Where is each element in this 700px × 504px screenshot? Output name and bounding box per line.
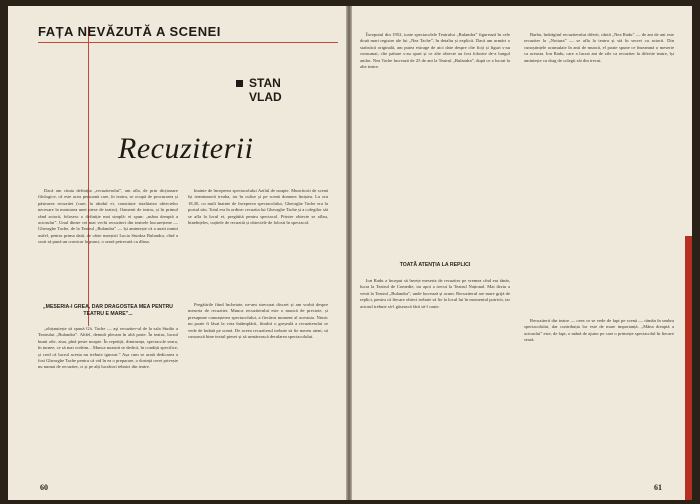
paragraph: Dacă am cituta definiția „recuziterului”, am afla, de prin dicționare filologice, că este acea persoană care, în teatru, se ocupă de procurarea și păstrarea recuzitei (care, la rândul ei, constituie totalitatea obiectelor necesare la montarea unei piese de teatru). Oamenii de teatru, și în primul rând actorii, folosesc o definiție mai simplă: ei spun: „mâna dreaptă a actorului”. Unul dintre cei mai vechi recuziteri din teatrele bucureștene — Gheorghe Tache, de la Teatrul „Bulandra” — își amintește că a auzit numit astfel, pentru prima dată, de către maeștrii Lucia Sturdza Bulandra, cînd a sosit să pună un cronicar la punct, o seară petrecută cu dînsa. [38,188,178,245]
red-edge-strip [685,236,692,500]
right-col-2-bottom [524,318,674,346]
page-number-left: 60 [40,483,48,492]
paragraph: Pregătirile fiind încheiate, ne-am strecurat discret și am vorbit despre meseria de recuziter. Munca recuziterului este o muncă de precizie, și presupune cunoașterea spectacolului, a fiecărui moment al acestuia. Nimic nu poate fi lăsat la voia întâmplării, fiindcă o greșeală a recuziterului se vede de îndată pe scenă. De aceea recuziterul trebuie să fie mereu atent, să cunoască bine textul piesei și să urmărească derularea spectacolului. [188,302,328,340]
right-col-2-top [524,32,674,66]
right-col-1-bottom [360,278,510,312]
paragraph: Barbu, îndrăgitul recuziterului diferit, cântă „Nea Radu” — de ani de ani este recuziter la „Nottara” — se afla la teatru și stă în secret cu actorii. Din cunoștințele acumulate în anii de muncă, el poate spune ce înseamnă o meserie ca aceasta. Ion Radu, care a lucrat ani de zile ca recuziter la diferite teatre, își amintește cu drag de colegii săi din trecut. [524,32,674,63]
subheading-meseria: „MESERIA-I GREA, DAR DRAGOSTEA MEA PENTRU TEATRU E MARE”... [43,304,173,317]
left-col-2-bottom [188,302,328,342]
author-last-name: VLAD [249,90,282,104]
right-col-1-top [360,32,510,72]
right-page [352,6,692,500]
paragraph: Ion Radu a început să învețe meseria de recuziter pe vremea cînd era tânăr, lucra la Teatrul de Comedie, iar apoi a trecut la Teatrul Național. Mai tîrziu a venit la Teatrul „Bulandra”, unde lucrează și acum. Recuziterul are mare grijă de replici, pentru că fiecare obiect trebuie să fie la locul lui în momentul potrivit, iar actorul trebuie să-l găsească fără să-l caute. [360,278,510,309]
paragraph: Începutul din 1952, toate spectacolele Teatrului „Bulandra” figurează în cele două mari registre ale lui „Nea Tache”, în detaliu și explicit. Dacă am urmări o statistică originală, am putea extrage de aici date despre cîte ficți și figuri s-au consumat, cîte pahare s-au spart și ce alte obiecte au fost folosite de-a lungul anilor. Nea Tache lucrează de 25 de ani la Teatrul „Bulandra”, după ce a lucrat la alte teatre. [360,32,510,70]
subheading-atentia: TOATĂ ATENȚIA LA REPLICI [399,262,471,268]
author-byline [236,76,282,104]
left-page [8,6,346,500]
author-first-name: STAN [249,76,281,90]
paragraph: Recuziterii din teatre — ceea ce se vede de fapt pe scenă — rămân în umbra spectacolului, dar contribuția lor este de mare importanță. „Mâna dreaptă a actorului” este, de fapt, o mână de ajutor pe care o primește spectacolul în fiecare seară. [524,318,674,343]
square-bullet-icon [236,80,243,87]
paragraph: „obișnuiește să spună Gh. Tache — aşi recuziter-ul de la sala Studio a Teatrului „Bulandra”. Altfel, demult plecam în altă parte. În teatru, lucrul bunii zile, ziua, pînă peste noapte. În repetiții, dimineața, spectacole seara, în turnee, ce să mai vorbim... Munca noastră se dedică, în condiții specifice, și cred că lucrul acesta nu trebuie ignorat.” Așa cum se arată dedicarea a fost Gheorghe Tache pentru că vid în ea o preparare, o dorință cerei privește nu numai de recuziter, ci și pe alți lucrători tehnici din teatre. [38,326,178,370]
section-title: FAȚA NEVĂZUTĂ A SCENEI [38,24,221,39]
left-col-1-bottom [38,326,178,373]
page-number-right: 61 [654,483,662,492]
title-rule [38,42,338,43]
decorative-red-line [8,26,89,326]
paragraph: înainte de începerea spectacolului Azilul de noapte. Muncitorii de scenă își terminaseră treaba, iar în culise și pe scenă domnea liniștea. La ora 18,30, cu mult înainte de începerea spectacolului, Gheorghe Tache era la postul său. Totul era în ordine: recuzita lui Gheorghe Tache și a colegilor săi se afla la locul ei, pregătită pentru spectacol. Printre obiecte se aflau, bineînțeles, cuțitele de recuzită și obiectele de folosit în spectacol. [188,188,328,226]
left-col-2-top [188,188,328,228]
left-col-1-top [38,188,178,248]
article-headline: Recuziterii [118,132,254,165]
